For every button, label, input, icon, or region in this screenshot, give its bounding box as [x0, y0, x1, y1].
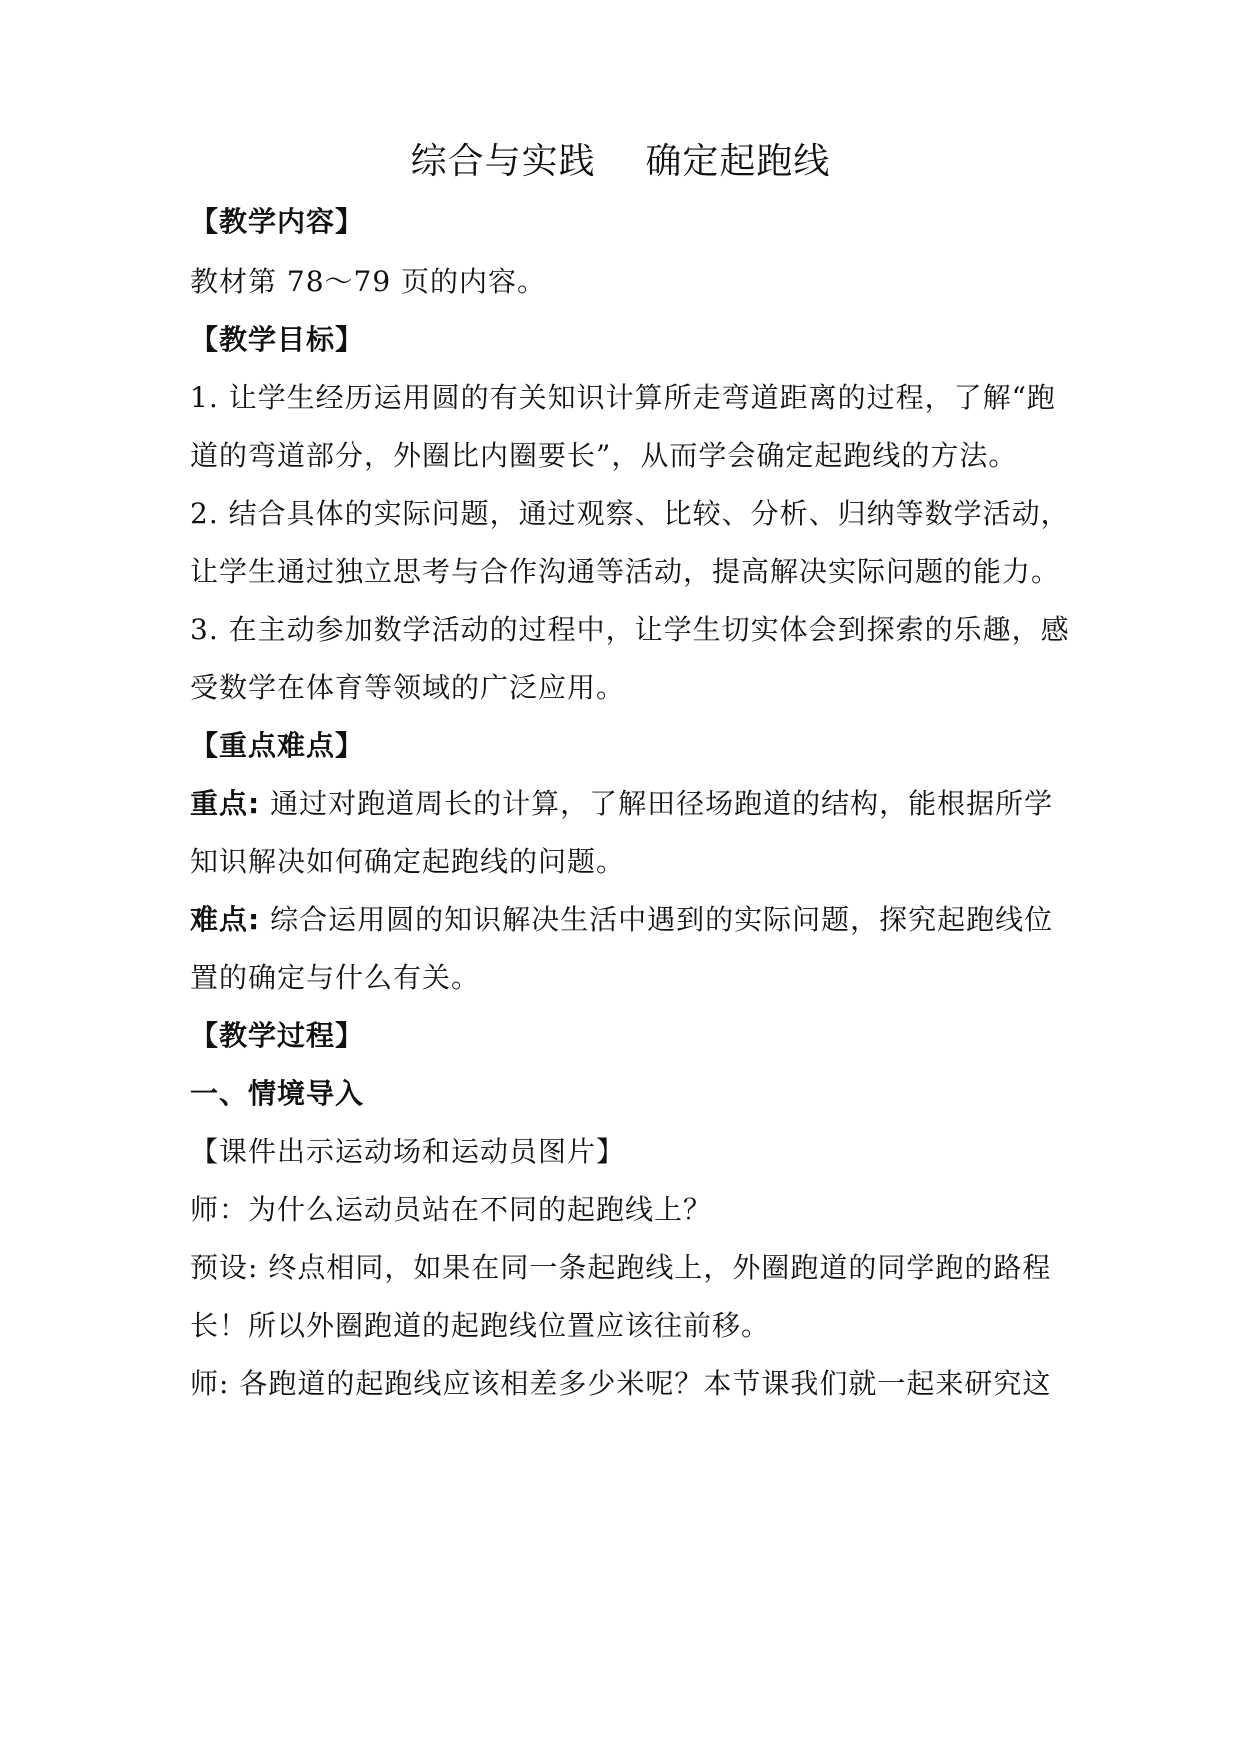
key-point-label: 重点:	[190, 787, 261, 820]
key-point-text: 通过对跑道周长的计算，了解田径场跑道的结构，能根据所学	[260, 787, 1054, 820]
key-point-line-2: 知识解决如何确定起跑线的问题。	[190, 845, 626, 878]
goal-2-line-1: 2. 结合具体的实际问题，通过观察、比较、分析、归纳等数学活动，	[190, 497, 1070, 530]
page-title: 综合与实践 确定起跑线	[410, 141, 831, 182]
goal-1-line-2: 道的弯道部分，外圈比内圈要长”，从而学会确定起跑线的方法。	[190, 439, 1018, 472]
difficulty-line-1	[190, 900, 1060, 940]
difficulty-line-2: 置的确定与什么有关。	[190, 961, 481, 994]
difficulty-text: 综合运用圆的知识解决生活中遇到的实际问题，探究起跑线位	[260, 903, 1054, 936]
goal-1-line-1: 1. 让学生经历运用圆的有关知识计算所走弯道距离的过程，了解“跑	[190, 381, 1056, 414]
teacher-question-2: 师: 各跑道的起跑线应该相差多少米呢？本节课我们就一起来研究这	[190, 1367, 1052, 1400]
preset-answer-line-2: 长！所以外圈跑道的起跑线位置应该往前移。	[190, 1309, 771, 1342]
section-heading-goals: 【教学目标】	[190, 323, 365, 356]
section-heading-key-points: 【重点难点】	[190, 729, 365, 762]
key-point-line-1	[190, 784, 1060, 824]
preset-answer-line-1: 预设: 终点相同，如果在同一条起跑线上，外圈跑道的同学跑的路程	[190, 1251, 1052, 1284]
courseware-note: 【课件出示运动场和运动员图片】	[190, 1135, 626, 1168]
section-heading-content: 【教学内容】	[190, 205, 365, 238]
section-heading-process: 【教学过程】	[190, 1019, 365, 1052]
goal-2-line-2: 让学生通过独立思考与合作沟通等活动，提高解决实际问题的能力。	[190, 555, 1061, 588]
content-text: 教材第 78～79 页的内容。	[190, 265, 547, 298]
goal-3-line-1: 3. 在主动参加数学活动的过程中，让学生切实体会到探索的乐趣，感	[190, 613, 1070, 646]
goal-3-line-2: 受数学在体育等领域的广泛应用。	[190, 671, 626, 704]
difficulty-label: 难点:	[190, 903, 261, 936]
step-1-heading: 一、情境导入	[190, 1077, 365, 1110]
teacher-question-1: 师：为什么运动员站在不同的起跑线上？	[190, 1193, 713, 1226]
